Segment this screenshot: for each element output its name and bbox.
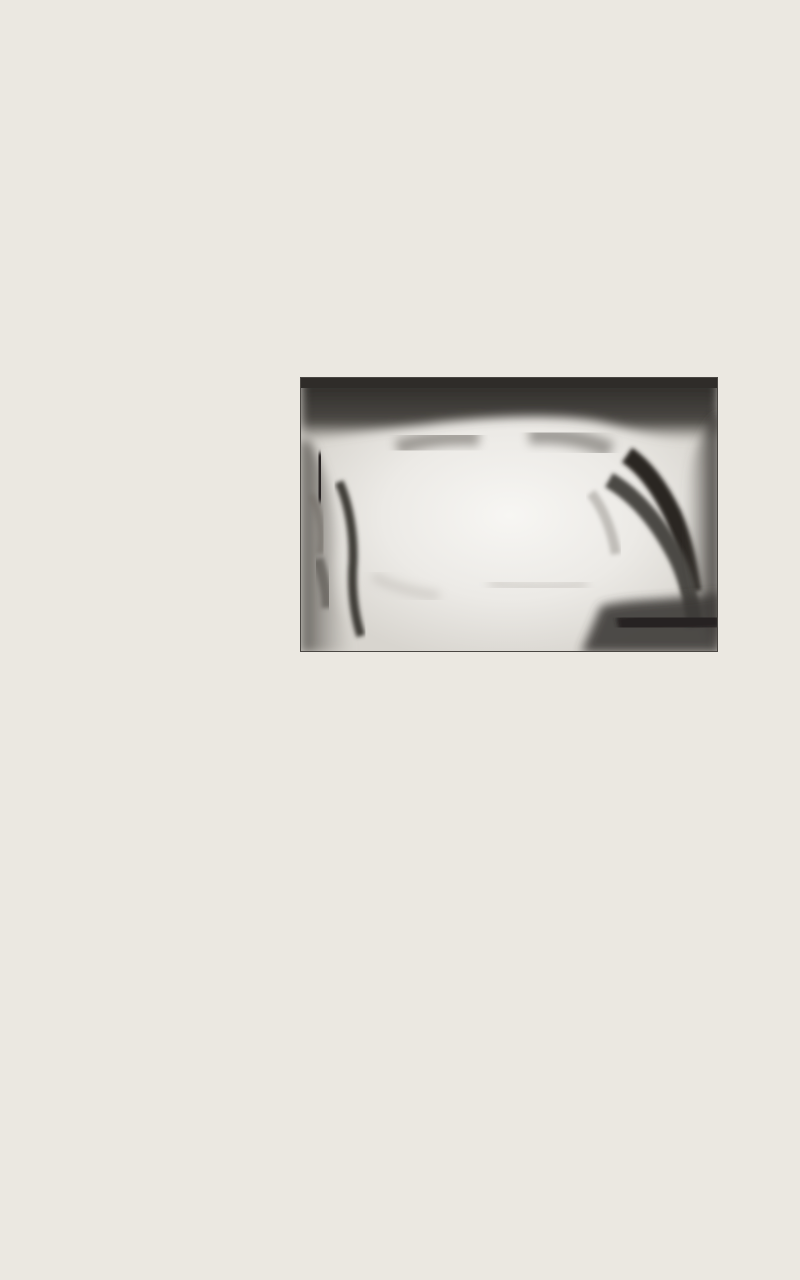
- xray-image: [301, 378, 718, 652]
- xray-figure: [300, 377, 718, 652]
